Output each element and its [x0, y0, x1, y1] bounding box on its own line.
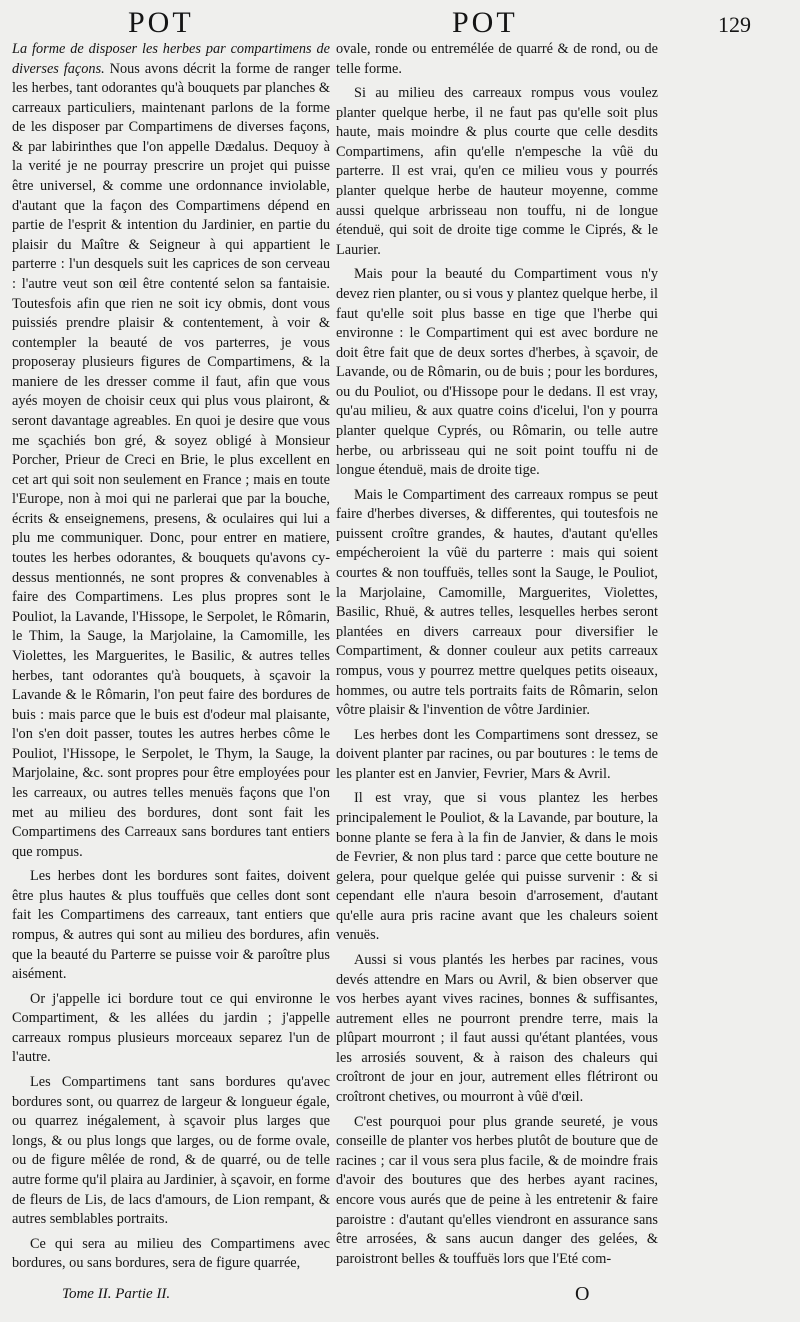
paragraph: Les herbes dont les Compartimens sont dressez, se doivent planter par racines, ou par boutures : le tems de les planter est en Janvier, Fevrier, Mars & Avril.	[336, 726, 658, 782]
left-column	[12, 40, 330, 1279]
volume-footer: Tome II. Partie II.	[62, 1286, 171, 1302]
running-head-left: POT	[128, 6, 194, 39]
marginal-heading: La forme de disposer les herbes par compartimens de diverses façons.	[12, 41, 330, 77]
signature-mark: O	[575, 1283, 590, 1305]
paragraph: ovale, ronde ou entremélée de quarré & de rond, ou de telle forme.	[336, 41, 658, 77]
paragraph: Or j'appelle ici bordure tout ce qui environne le Compartiment, & les allées du jardin ; j'appelle carreaux rompus plusieurs morceaux separez l'un de l'autre.	[12, 990, 330, 1066]
paragraph: Si au milieu des carreaux rompus vous voulez planter quelque herbe, il ne faut pas qu'elle soit plus haute, mais moindre & plus courte que celle desdits Compartimens, afin qu'elle n'empesche la vûë du parterre. Il est vrai, qu'en ce milieu vous y pourrés planter quelque herbe de hauteur moyenne, comme aussi quelque arbrisseau non touffu, ni de longue étenduë, qui soit de droite tige comme le Ciprés, & le Laurier.	[336, 85, 658, 258]
paragraph: Les herbes dont les bordures sont faites, doivent être plus hautes & plus touffuës que celles dont sont fait les Compartimens des carreaux, tant entiers que rompus, & autres qui sont au milieu des bordures, afin que la beauté du Parterre se puisse voir & paroître plus aisément.	[12, 868, 330, 983]
paragraph: Il est vray, que si vous plantez les herbes principalement le Pouliot, & la Lavande, par bouture, la bonne plante se fera à la fin de Janvier, & dans le mois de Fevrier, & non plus tard : parce que cette bouture ne gelera, pour quelque gelée qui puisse survenir : & si cependant elle n'aura besoin d'arrosement, d'autant qu'elle aura pris racine avant que les chaleurs soient venuës.	[336, 790, 658, 944]
paragraph	[12, 40, 330, 862]
paragraph: Mais le Compartiment des carreaux rompus se peut faire d'herbes diverses, & differentes, qui toutesfois ne puissent croître grandes, & hautes, d'autant qu'elles empécheroient la vûë du parterre : mais qui soient courtes & non touffuës, telles sont la Sauge, le Pouliot, la Marjolaine, Camomille, Marguerites, Violettes, Basilic, Rhuë, & autres telles, lesquelles herbes seront plantées en divers carreaux pour diversifier le Compartiment, & donner couleur aux petits carreaux rompus, vous y pourrez mettre quelques petits oiseaux, hommes, ou autre tels portraits faits de Rômarin, selon vôtre plaisir & l'invention de vôtre Jardinier.	[336, 486, 658, 719]
paragraph: Mais pour la beauté du Compartiment vous n'y devez rien planter, ou si vous y plantez quelque herbe, il faut qu'elle soit plus basse en tige que l'herbe qui environne : le Compartiment qui est avec bordure ne doit être fait que de deux sortes d'herbes, à sçavoir, de Lavande, ou de Rômarin, ou de buis ; pour les bordures, ou du Pouliot, ou d'Hissope pour le dedans. Il est vray, qu'au milieu, & aux quatre coins d'icelui, l'on y pourra planter quelque Cyprés, ou Rômarin, ou telle autre herbe, ou arbrisseau qui ne soit point touffu ni de longue étenduë, mais de droite tige.	[336, 266, 658, 479]
paragraph: Aussi si vous plantés les herbes par racines, vous devés attendre en Mars ou Avril, & bien observer que vos herbes ayant vives racines, bonnes & suffisantes, autrement elles ne pourront prendre terre, mais la plûpart mourront ; il faut aussi qu'étant plantées, vous les arrosiés souvent, & à raison des chaleurs qui croîtront de jour en jour, autrement elles flétriront ou croîtront chetives, ou mourront à vûë d'œil.	[336, 952, 658, 1106]
paragraph: Les Compartimens tant sans bordures qu'avec bordures sont, ou quarrez de largeur & longueur égale, ou quarrez inégalement, à sçavoir plus larges que longs, & ou plus longs que larges, ou de forme ovale, ou de figure mêlée de rond, & de quarré, ou de telle autre forme qu'il plaira au Jardinier, à sçavoir, en forme de fleurs de Lis, de lacs d'amours, de Lion rempant, & autres semblables portraits.	[12, 1074, 330, 1228]
paragraph-text: Nous avons décrit la forme de ranger les herbes, tant odorantes qu'à bouquets par planches & carreaux particuliers, maintenant parlons de la forme de les disposer par Compartimens de diverses façons, & par labirinthes que l'on appelle Dædalus. Dequoy à la verité je ne pourray prescrire un projet qui puisse être universel, & comme une ordonnance inviolable, d'autant que la façon des Compartimens dépend en partie de l'esprit & intention du Jardinier, en partie du plaisir du Maître & Seigneur à qui appartient le parterre : l'un desquels suit les caprices de son cerveau : l'autre veut son œil être contenté selon sa fantaisie. Toutesfois afin que rien ne soit icy obmis, dont vous puissiés prendre plaisir & contentement, à voir & contempler la beauté de vos parterres, je vous proposeray plusieurs figures de Compartimens, & la maniere de les dresser comme il faut, afin que vous ayés moyen de choisir ceux qui plus vous plairont, & seront davantage agreables. En quoi je desire que vous me sçachiés bon gré, & soyez obligé à Monsieur Porcher, Prieur de Creci en Brie, le plus excellent en cet art qui soit non seulement en France ; mais en toute l'Europe, non à moi qui ne parlerai que par la bouche, écrits & enseignemens, presens, & oculaires qui lui a plu me communiquer. Donc, pour entrer en matiere, toutes les herbes odorantes, & bouquets qu'avons cy-dessus mentionnés, ne sont propres & convenables à faire des Compartimens. Les plus propres sont le Pouliot, la Lavande, l'Hissope, le Serpolet, le Rômarin, le Thim, la Sauge, la Marjolaine, la Camomille, les Violettes, les Marguerites, le Basilic, & autres telles herbes, tant odorantes qu'à bouquets, à sçavoir la Lavande & le Rômarin, l'on peut faire des bordures de buis : mais parce que le buis est d'odeur mal plaisante, l'on s'en doit passer, toutes les autres herbes côme le Pouliot, l'Hissope, le Serpolet, le Thym, la Sauge, la Marjolaine, &c. sont propres pour être employées pour les carreaux, ou autres telles menuës façons que l'on met au milieu des bordures, dont sont fait les Compartimens des Carreaux sans bordures tant entiers que rompus.	[12, 60, 330, 860]
running-head-right: POT	[452, 6, 518, 39]
paragraph: C'est pourquoi pour plus grande seureté, je vous conseille de planter vos herbes plutôt de bouture que de racines ; car il vous sera plus facile, & de moindre frais d'avoir des boutures que des herbes ayant racines, encore vous aurés que de peine à les entretenir & faire paroistre : d'autant qu'elles viendront en assurance sans être arrosées, & sans aucun danger des gelées, & paroistront belles & touffuës lors que l'Eté com-	[336, 1113, 658, 1267]
paragraph: Ce qui sera au milieu des Compartimens avec bordures, ou sans bordures, sera de figure quarrée,	[12, 1235, 330, 1272]
page-number: 129	[718, 12, 751, 37]
right-column	[336, 40, 658, 1274]
